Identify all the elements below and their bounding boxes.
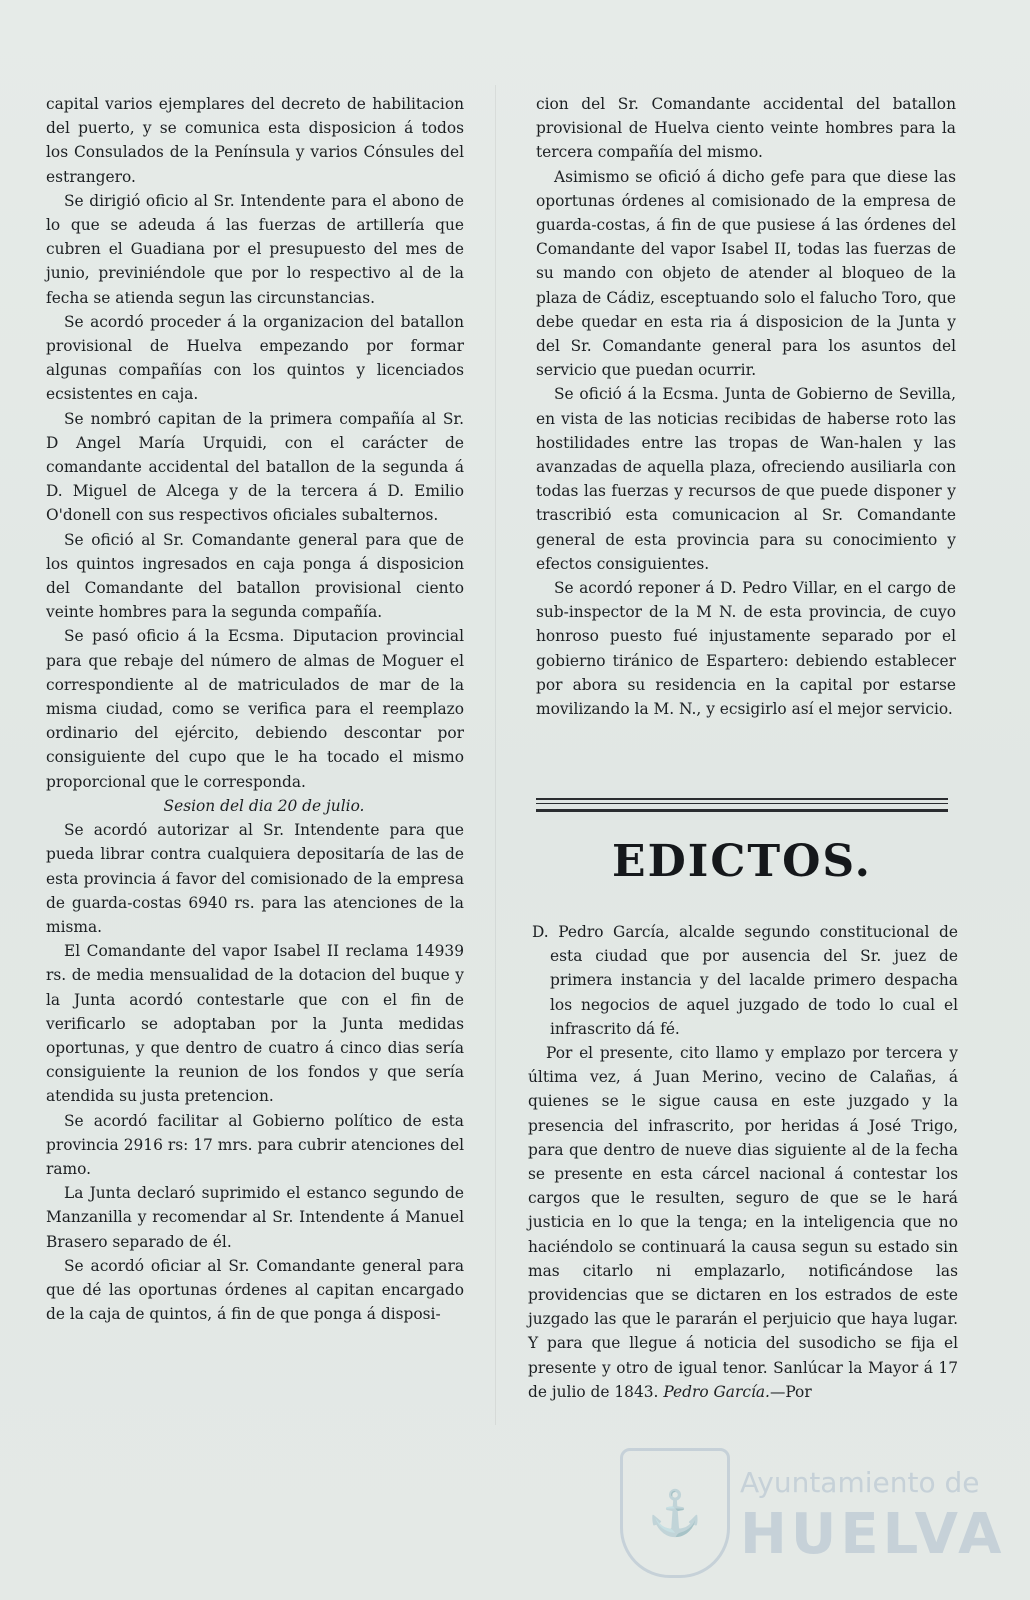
paragraph: Se nombró capitan de la primera compañía al Sr. D Angel María Urquidi, con el carácter de comandante accidental del batallon de la segunda á D. Miguel de Alcega y de la tercera á D. Emilio O'donell con sus respectivos oficiales subalternos.	[46, 409, 464, 525]
edictos-heading: EDICTOS.	[612, 836, 872, 887]
watermark-line1: Ayuntamiento de	[740, 1466, 980, 1499]
coat-of-arms-icon: ⚓	[620, 1448, 730, 1578]
paragraph: Se acordó proceder á la organizacion del batallon provisional de Huelva empezando por formar algunas compañías con los quintos y licenciados ecsistentes en caja.	[46, 312, 464, 404]
edicto-block	[528, 920, 958, 1404]
session-heading: Sesion del dia 20 de julio.	[163, 796, 365, 815]
paragraph: capital varios ejemplares del decreto de habilitacion del puerto, y se comunica esta disposicion á todos los Consulados de la Península y varios Cónsules del estrangero.	[46, 95, 464, 186]
paragraph-continuation: cion del Sr. Comandante accidental del batallon provisional de Huelva ciento veinte hombres para la tercera compañía del mismo.	[536, 95, 956, 162]
paragraph: Se acordó autorizar al Sr. Intendente para que pueda librar contra cualquiera depositaría de las de esta provincia á favor del comisionado de la empresa de guarda-costas 6940 rs. para las atenciones de la misma.	[46, 821, 464, 936]
paragraph: La Junta declaró suprimido el estanco segundo de Manzanilla y recomendar al Sr. Intendente á Manuel Brasero separado de él.	[46, 1184, 464, 1251]
paragraph: Asimismo se ofició á dicho gefe para que diese las oportunas órdenes al comisionado de la empresa de guarda-costas, á fin de que pusiese á las órdenes del Comandante del vapor Isabel II, todas las fuerzas de su mando con objeto de atender al bloqueo de la plaza de Cádiz, esceptuando solo el falucho Toro, que debe quedar en esta ria á disposicion de la Junta y del Sr. Comandante general para los asuntos del servicio que puedan ocurrir.	[536, 167, 956, 380]
column-separator	[495, 85, 496, 1425]
paragraph: El Comandante del vapor Isabel II reclama 14939 rs. de media mensualidad de la dotacion del buque y la Junta acordó contestarle que con el fin de verificarlo se adoptaban por la Junta medidas oportunas, y que dentro de cuatro á cinco dias sería consiguiente la reunion de los fondos y que sería atendida su justa pretencion.	[46, 942, 464, 1106]
paragraph: Se acordó reponer á D. Pedro Villar, en el cargo de sub-inspector de la M N. de esta provincia, de cuyo honroso puesto fué injustamente separado por el gobierno tiránico de Espartero: debiendo establecer por abora su residencia en la capital por estarse movilizando la M. N., y ecsigirlo así el mejor servicio.	[536, 579, 956, 719]
archive-watermark	[620, 1448, 1006, 1578]
edicto-body	[528, 1041, 958, 1404]
paragraph: Se ofició al Sr. Comandante general para que de los quintos ingresados en caja ponga á disposicion del Comandante del batallon provisional ciento veinte hombres para la segunda compañía.	[46, 530, 464, 622]
paragraph: Se acordó oficiar al Sr. Comandante general para que dé las oportunas órdenes al capitan encargado de la caja de quintos, á fin de que ponga á disposi-	[46, 1256, 464, 1324]
paragraph: Se ofició á la Ecsma. Junta de Gobierno de Sevilla, en vista de las noticias recibidas de haberse roto las hostilidades entre las tropas de Wan-halen y las avanzadas de aquella plaza, ofreciendo ausiliarla con todas las fuerzas y recursos de que puede disponer y trascribió esta comunicacion al Sr. Comandante general de esta provincia para su conocimiento y efectos consiguientes.	[536, 385, 956, 573]
edicto-body-text: Por el presente, cito llamo y emplazo por tercera y última vez, á Juan Merino, vecino de Calañas, á quienes se le sigue causa en este juzgado y la presencia del infrascrito, por heridas á José Trigo, para que dentro de nueve dias siguiente al de la fecha se presente en esta cárcel nacional á contestar los cargos que le resulten, seguro de que se le hará justicia en lo que la tenga; en la inteligencia que no haciéndolo se continuará la causa segun su estado sin mas citarlo ni emplazarlo, notificándose las providencias que se dictaren en los estrados de este juzgado las que le pararán el perjuicio que haya lugar. Y para que llegue á noticia del susodicho se fija el presente y otro de igual tenor. Sanlúcar la Mayor á 17 de julio de 1843.	[528, 1044, 958, 1401]
edicto-heading-text: D. Pedro García, alcalde segundo constitucional de esta ciudad que por ausencia del Sr. juez de primera instancia y del lacalde primero despacha los negocios de aquel juzgado de todo lo cual el infrascrito dá fé.	[532, 923, 958, 1038]
paragraph: Se dirigió oficio al Sr. Intendente para el abono de lo que se adeuda á las fuerzas de artillería que cubren el Guadiana por el presupuesto del mes de junio, previniéndole que por lo respectivo al de la fecha se atienda segun las circunstancias.	[46, 191, 464, 307]
paragraph: Se pasó oficio á la Ecsma. Diputacion provincial para que rebaje del número de almas de Moguer el correspondiente al de matriculados de mar de la misma ciudad, como se verifica para el reemplazo ordinario del ejército, debiendo descontar por consiguiente del cupo que le ha tocado el mismo proporcional que le corresponda.	[46, 627, 464, 791]
section-divider	[536, 798, 948, 812]
right-column	[536, 92, 956, 721]
left-column	[46, 92, 464, 1326]
watermark-line2: HUELVA	[740, 1502, 1006, 1567]
paragraph: Se acordó facilitar al Gobierno político de esta provincia 2916 rs: 17 mrs. para cubrir atenciones del ramo.	[46, 1111, 464, 1178]
edicto-trailing: —Por	[769, 1382, 812, 1401]
edicto-signature: Pedro García.	[663, 1382, 770, 1401]
